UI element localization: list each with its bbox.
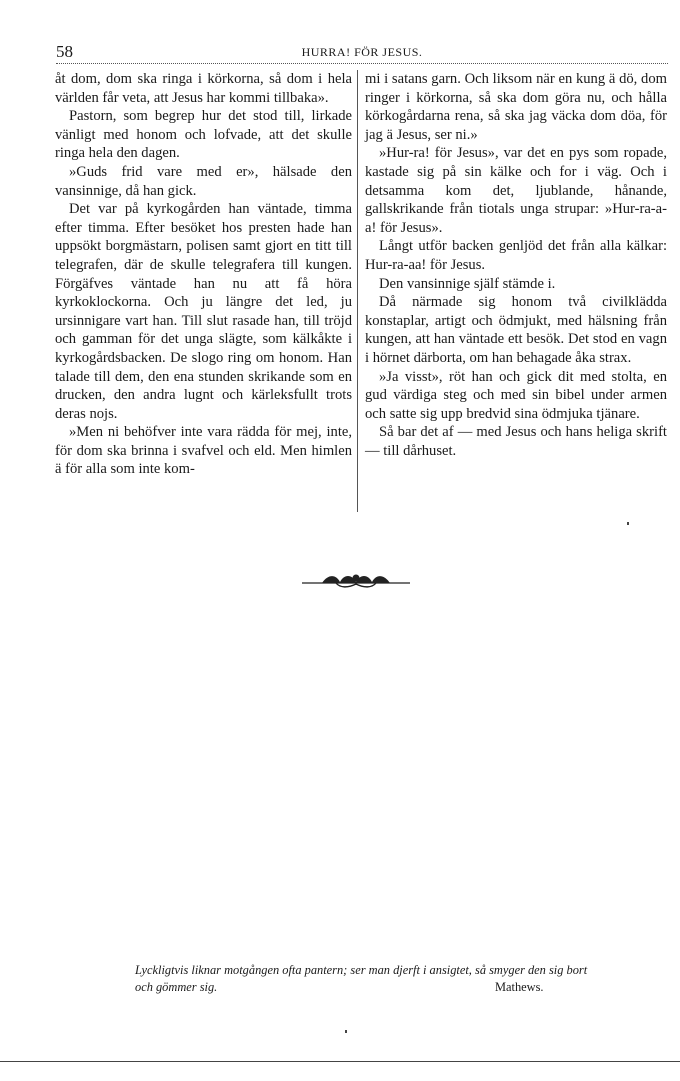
paragraph: Så bar det af — med Jesus och hans heliga skrift — till dårhuset. xyxy=(365,424,667,459)
column-divider xyxy=(357,70,358,512)
left-column xyxy=(55,70,352,479)
paragraph: Långt utför backen genljöd det från alla kälkar: Hur-ra-aa! för Jesus. xyxy=(365,238,667,273)
paragraph: »Hur-ra! för Jesus», var det en pys som ropade, kastade sig på sin kälke och for i väg. Och i detsamma kom det, ljublande, hånande, gallskrikande från tiotals unga strupar: »Hur-ra-a-a! för Jesus». xyxy=(365,145,667,236)
paragraph: Den vansinnige själf stämde i. xyxy=(379,275,556,292)
decorative-ornament-icon xyxy=(302,570,410,590)
right-column xyxy=(365,70,667,460)
page-header xyxy=(56,42,668,60)
paragraph: »Men ni behöfver inte vara rädda för mej, inte, för dom ska brinna i svafvel och eld. Men himlen ä för alla som inte kom- xyxy=(55,424,352,478)
ink-speck xyxy=(345,1030,347,1033)
quote-author: Mathews. xyxy=(495,980,544,994)
paragraph: Det var på kyrkogården han väntade, timma efter timma. Efter besöket hos presten hade han uppsökt borgmästarn, polisen samt gjort en titt till telegrafen, där de skulle telegrafera till kungen. Förgäfves väntade han nu att få höra kyrkoklockorna. Och ju längre det led, ju ursinnigare vart han. Till slut rasade han, till tröjd och gamman för det unga slägte, som kälkåkte i kyrkogårdsbacken. De slogo ring om honom. Han talade till dem, den ena stunden skrikande som en drucken, den andra lugnt och kärleksfullt trots deras nojs. xyxy=(55,201,352,422)
paragraph: »Guds frid vare med er», hälsade den vansinnige, då han gick. xyxy=(55,163,352,199)
ink-speck xyxy=(627,522,629,525)
running-title: HURRA! FÖR JESUS. xyxy=(301,45,423,59)
paragraph: Pastorn, som begrep hur det stod till, lirkade vänligt med honom och lofvade, att det skulle ringa hela den dagen. xyxy=(55,108,352,162)
paragraph: åt dom, dom ska ringa i körkorna, så dom i hela världen får veta, att Jesus har kommi tillbaka». xyxy=(55,71,352,106)
page-number: 58 xyxy=(56,42,73,61)
quote-text: Lyckligtvis liknar motgången ofta pantern; ser man djerft i ansigtet, så smyger den sig bort och gömmer sig. xyxy=(135,963,588,994)
bottom-rule xyxy=(0,1061,680,1062)
header-rule xyxy=(56,63,668,68)
paragraph: mi i satans garn. Och liksom när en kung ä dö, dom ringer i körkorna, så ska dom göra nu, och hålla körkogårdarna rena, så ska jag väcka dom döa, för jag ä Jesus, ser ni.» xyxy=(365,71,667,143)
paragraph: »Ja visst», röt han och gick dit med stolta, en gud värdiga steg och med sin bibel under armen och satte sig upp bredvid sina ödmjuka tjänare. xyxy=(365,368,667,422)
paragraph: Då närmade sig honom två civilklädda konstaplar, artigt och ödmjukt, med hälsning från kungen, att han väntade ett besök. Det stod en vagn i hörnet därborta, om han behagade åka strax. xyxy=(365,294,667,366)
footer-quote xyxy=(135,962,605,996)
